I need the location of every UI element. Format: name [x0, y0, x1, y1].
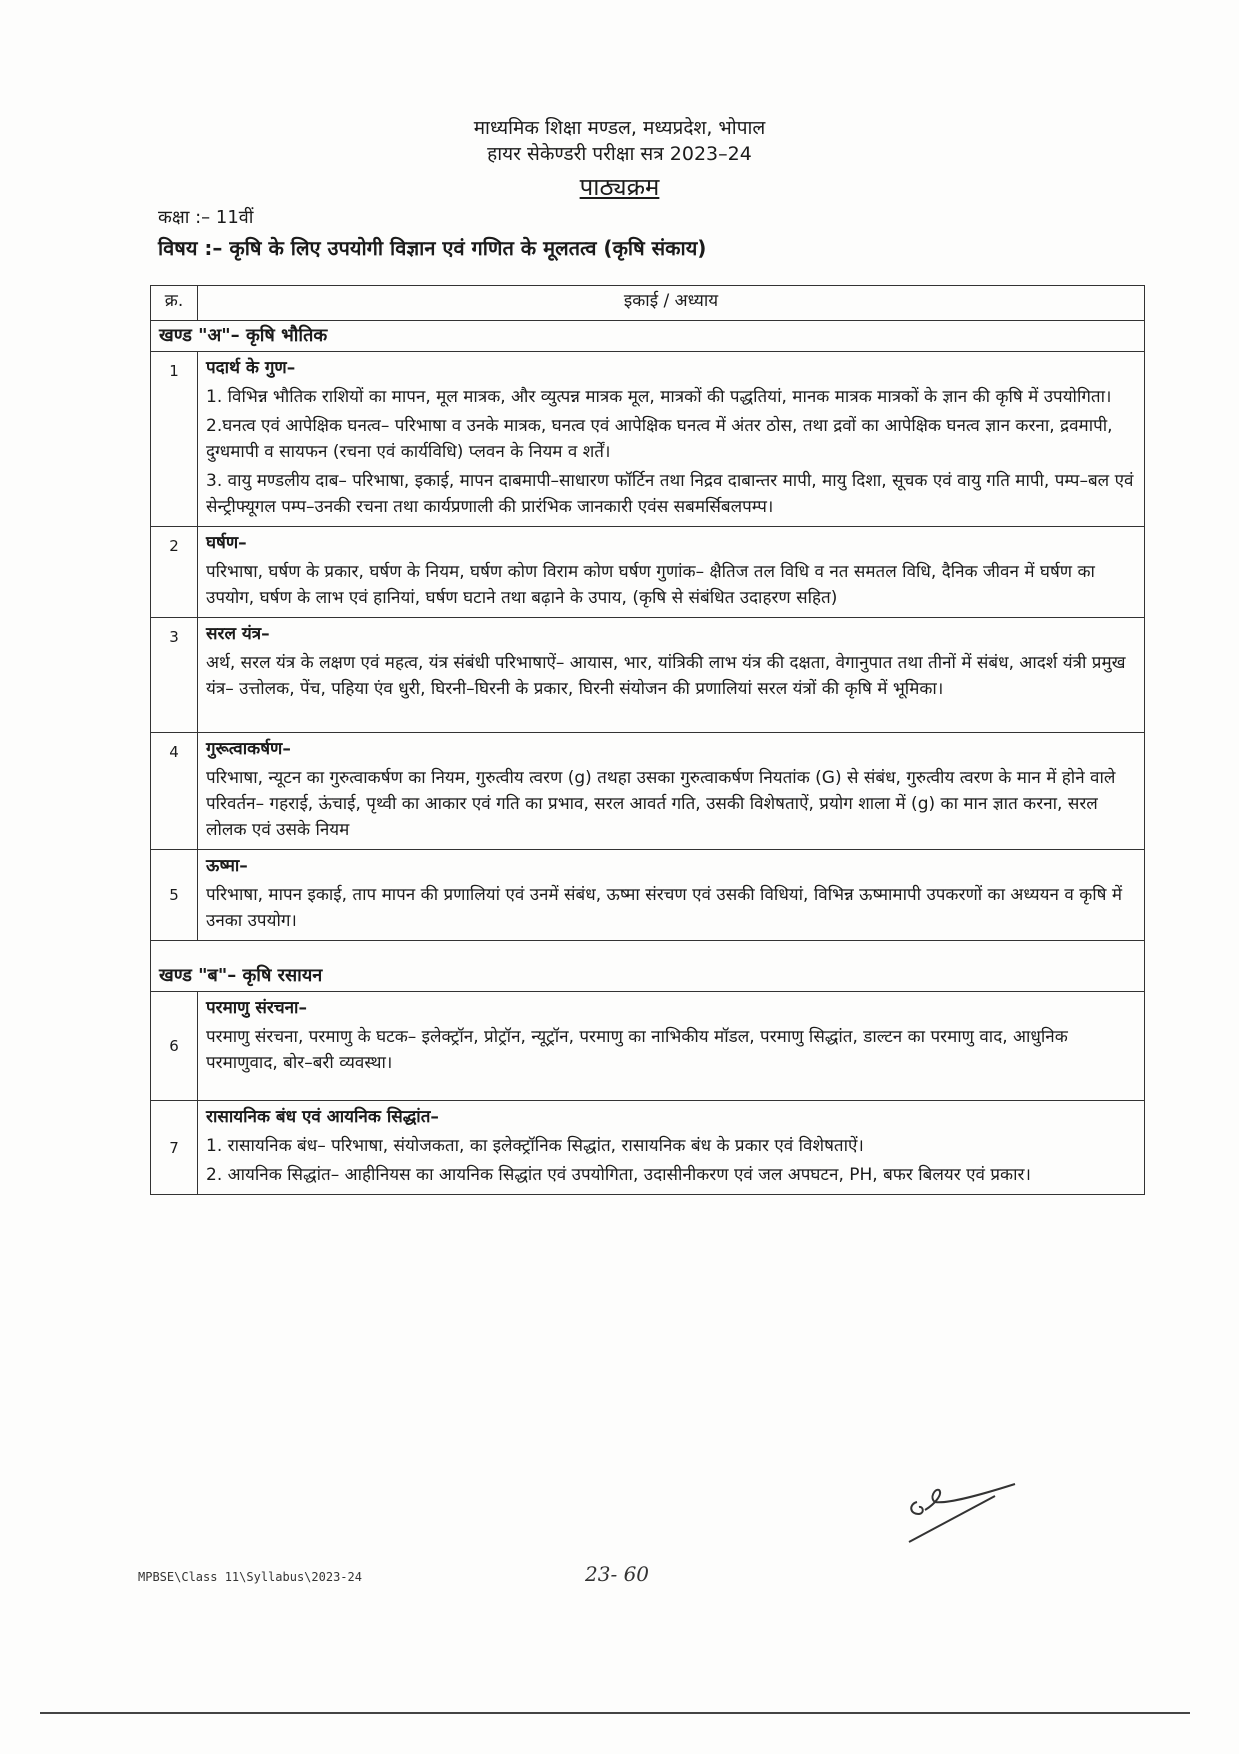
- table-row: [151, 850, 1145, 941]
- col-header-num: क्र.: [151, 286, 198, 321]
- document-meta: [158, 205, 706, 261]
- board-name: माध्यमिक शिक्षा मण्डल, मध्यप्रदेश, भोपाल: [473, 117, 766, 139]
- unit-paragraph: अर्थ, सरल यंत्र के लक्षण एवं महत्व, यंत्र संबंधी परिभाषाऐं– आयास, भार, यांत्रिकी लाभ यंत्र की दक्षता, वेगानुपात तथा तीनों में संबंध, आदर्श यंत्री प्रमुख यंत्र– उत्तोलक, पेंच, पहिया एंव धुरी, घिरनी–घिरनी के प्रकार, घिरनी संयोजन की प्रणालियां सरल यंत्रों की कृषि में भूमिका।: [206, 653, 1126, 699]
- unit-paragraph: परिभाषा, घर्षण के प्रकार, घर्षण के नियम, घर्षण कोण विराम कोण घर्षण गुणांक– क्षैतिज तल विधि व नत समतल विधि, दैनिक जीवन में घर्षण का उपयोग, घर्षण के लाभ एवं हानियां, घर्षण घटाने तथा बढ़ाने के उपाय, (कृषि से संबंधित उदाहरण सहित): [206, 562, 1095, 608]
- row-number: 6: [151, 992, 198, 1101]
- section-b-title: खण्ड "ब"– कृषि रसायन: [151, 941, 1145, 992]
- row-content: [198, 352, 1145, 527]
- row-content: [198, 527, 1145, 618]
- bottom-divider: [40, 1712, 1190, 1714]
- table-row: [151, 352, 1145, 527]
- unit-title: गुरूत्वाकर्षण–: [206, 739, 291, 759]
- row-number: 4: [151, 733, 198, 850]
- table-row: [151, 992, 1145, 1101]
- table-row: [151, 733, 1145, 850]
- row-content: [198, 733, 1145, 850]
- unit-paragraph: परिभाषा, मापन इकाई, ताप मापन की प्रणालियां एवं उनमें संबंध, ऊष्मा संरचण एवं उसकी विधियां, विभिन्न ऊष्मामापी उपकरणों का अध्ययन व कृषि में उनका उपयोग।: [206, 885, 1123, 931]
- row-content: [198, 1101, 1145, 1195]
- unit-paragraph: परिभाषा, न्यूटन का गुरुत्वाकर्षण का नियम, गुरुत्वीय त्वरण (g) तथहा उसका गुरुत्वाकर्षण नियतांक (G) से संबंध, गुरुत्वीय त्वरण के मान में होने वाले परिवर्तन– गहराई, ऊंचाई, पृथ्वी का आकार एवं गति का प्रभाव, सरल आवर्त गति, उसकी विशेषताऐं, प्रयोग शाला में (g) का मान ज्ञात करना, सरल लोलक एवं उसके नियम: [206, 768, 1116, 840]
- unit-title: परमाणु संरचना–: [206, 998, 307, 1018]
- row-content: [198, 618, 1145, 733]
- unit-paragraph: 2.घनत्व एवं आपेक्षिक घनत्व– परिभाषा व उनके मात्रक, घनत्व एवं आपेक्षिक घनत्व में अंतर ठोस, तथा द्रवों का आपेक्षिक घनत्व ज्ञान करना, द्रवमापी, दुग्धमापी व सायफन (रचना एवं कार्यविधि) प्लवन के नियम व शर्तें।: [206, 416, 1113, 462]
- unit-title: सरल यंत्र–: [206, 624, 270, 644]
- document-header: [0, 115, 1239, 203]
- row-number: 2: [151, 527, 198, 618]
- subject-label: विषय :– कृषि के लिए उपयोगी विज्ञान एवं गणित के मूलतत्व (कृषि संकाय): [158, 236, 707, 260]
- table-header-row: [151, 286, 1145, 321]
- unit-title: ऊष्मा–: [206, 856, 248, 876]
- row-number: 1: [151, 352, 198, 527]
- row-number: 7: [151, 1101, 198, 1195]
- page-title: पाठ्यक्रम: [579, 173, 660, 201]
- unit-paragraph: 2. आयनिक सिद्धांत– आहीनियस का आयनिक सिद्धांत एवं उपयोगिता, उदासीनीकरण एवं जल अपघटन, PH, बफर बिलयर एवं प्रकार।: [206, 1165, 1031, 1185]
- syllabus-table: [150, 285, 1145, 1195]
- unit-paragraph: परमाणु संरचना, परमाणु के घटक– इलेक्ट्रॉन, प्रोट्रॉन, न्यूट्रॉन, परमाणु का नाभिकीय मॉडल, परमाणु सिद्धांत, डाल्टन का परमाणु वाद, आधुनिक परमाणुवाद, बोर–बरी व्यवस्था।: [206, 1027, 1068, 1073]
- row-number: 3: [151, 618, 198, 733]
- col-header-unit: इकाई / अध्याय: [198, 286, 1145, 321]
- exam-session: हायर सेकेण्डरी परीक्षा सत्र 2023–24: [487, 143, 752, 165]
- table-row: [151, 618, 1145, 733]
- class-label: कक्षा :– 11वीं: [158, 207, 254, 228]
- signature: [895, 1480, 1025, 1554]
- table-row: [151, 1101, 1145, 1195]
- unit-title: पदार्थ के गुण–: [206, 358, 296, 378]
- unit-title: घर्षण–: [206, 533, 247, 553]
- row-number: 5: [151, 850, 198, 941]
- section-row-b: [151, 941, 1145, 992]
- section-row-a: [151, 321, 1145, 352]
- row-content: [198, 992, 1145, 1101]
- page-number: 23- 60: [585, 1562, 650, 1586]
- row-content: [198, 850, 1145, 941]
- footer-file-path: MPBSE\Class 11\Syllabus\2023-24: [138, 1570, 362, 1584]
- unit-title: रासायनिक बंध एवं आयनिक सिद्धांत–: [206, 1107, 439, 1127]
- table-row: [151, 527, 1145, 618]
- unit-paragraph: 3. वायु मण्डलीय दाब– परिभाषा, इकाई, मापन दाबमापी–साधारण फॉर्टिन तथा निद्रव दाबान्तर मापी, मायु दिशा, सूचक एवं वायु गति मापी, पम्प–बल एवं सेन्ट्रीफ्यूगल पम्प–उनकी रचना तथा कार्यप्रणाली की प्रारंभिक जानकारी एवंस सबमर्सिबलपम्प।: [206, 471, 1134, 517]
- unit-paragraph: 1. विभिन्न भौतिक राशियों का मापन, मूल मात्रक, और व्युत्पन्न मात्रक मूल, मात्रकों की पद्धतियां, मानक मात्रक मात्रकों के ज्ञान की कृषि में उपयोगिता।: [206, 387, 1112, 407]
- unit-paragraph: 1. रासायनिक बंध– परिभाषा, संयोजकता, का इलेक्ट्रॉनिक सिद्धांत, रासायनिक बंध के प्रकार एवं विशेषताऐं।: [206, 1136, 864, 1156]
- section-a-title: खण्ड "अ"– कृषि भौतिक: [151, 321, 1145, 352]
